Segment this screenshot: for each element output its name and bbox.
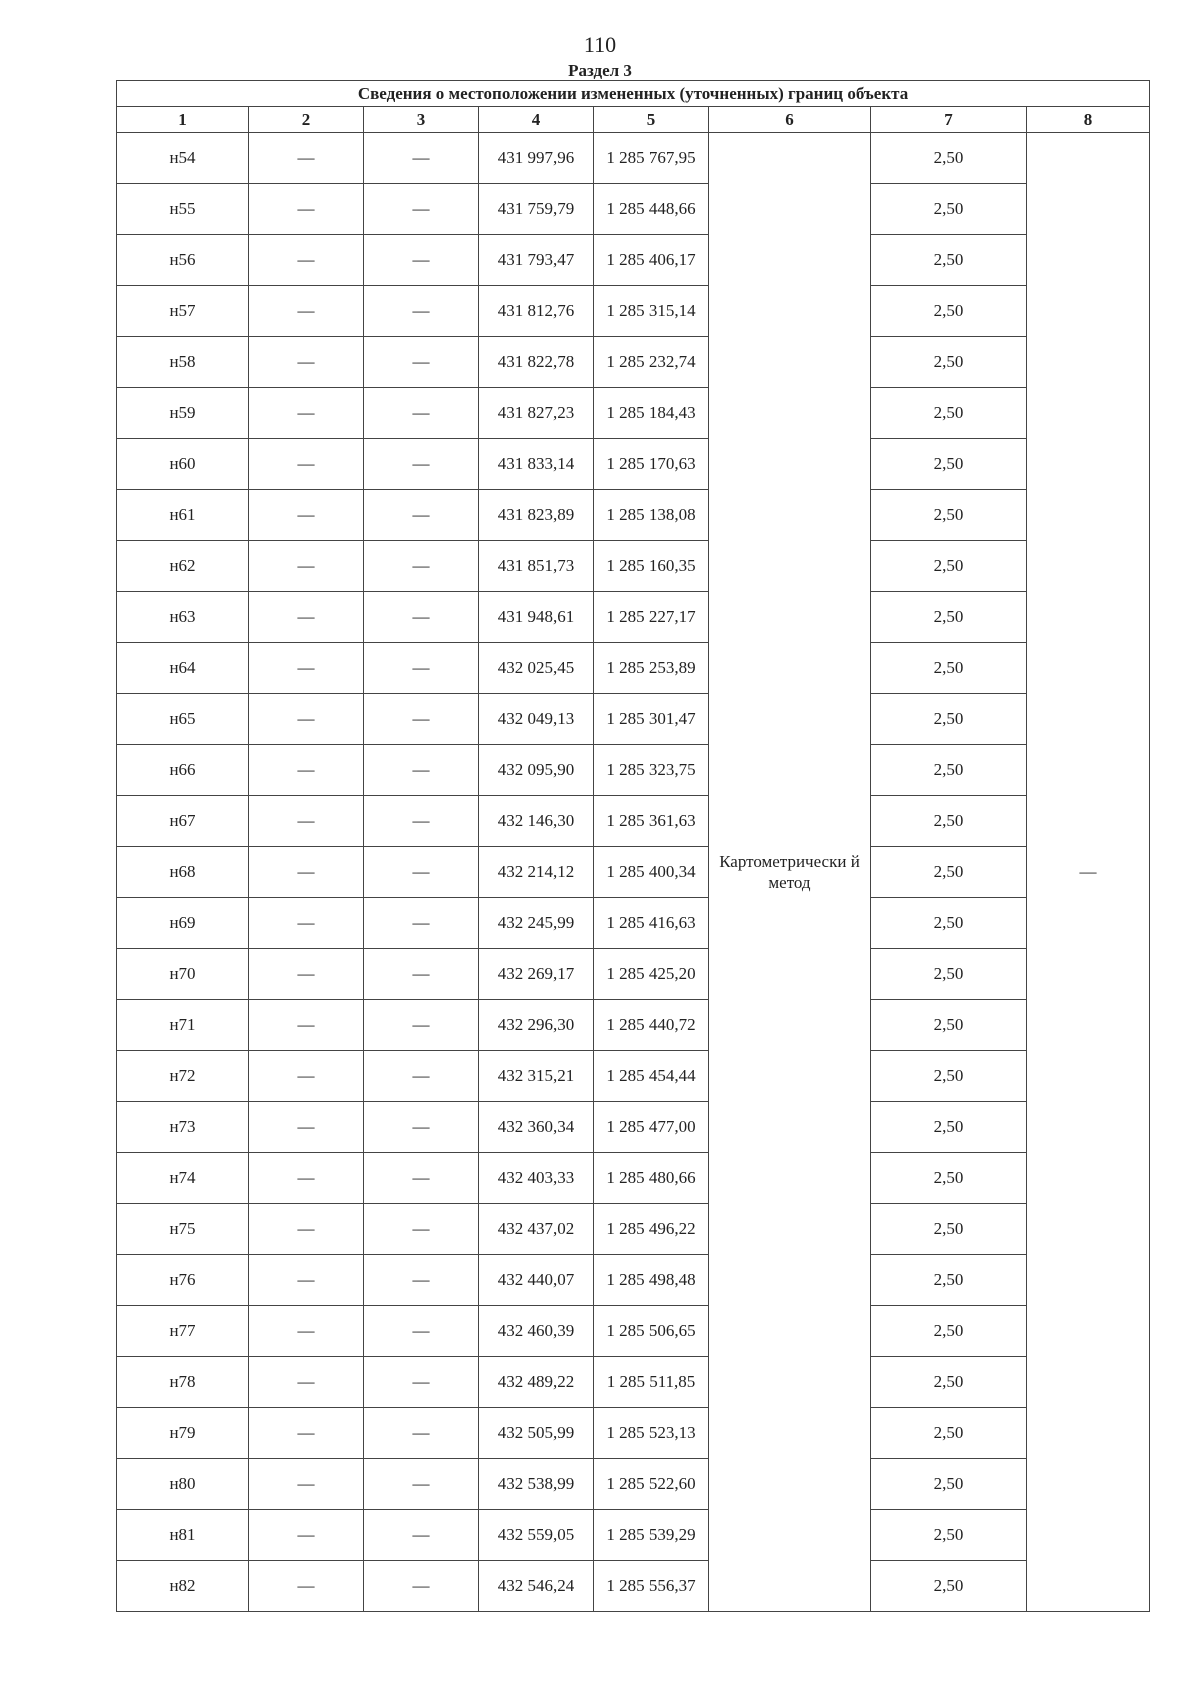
precision-cell: 2,50 [871,1306,1027,1357]
col3-cell: — [364,694,479,745]
col3-cell: — [364,643,479,694]
col2-cell: — [249,745,364,796]
y-coordinate-cell: 1 285 767,95 [594,133,709,184]
precision-cell: 2,50 [871,847,1027,898]
col3-cell: — [364,184,479,235]
col2-cell: — [249,1561,364,1612]
precision-cell: 2,50 [871,1459,1027,1510]
x-coordinate-cell: 432 403,33 [479,1153,594,1204]
table-caption: Сведения о местоположении измененных (уточненных) границ объекта [117,81,1150,107]
precision-cell: 2,50 [871,1357,1027,1408]
col2-cell: — [249,1051,364,1102]
col3-cell: — [364,439,479,490]
column-number-7: 7 [871,107,1027,133]
column-number-6: 6 [709,107,871,133]
precision-cell: 2,50 [871,898,1027,949]
point-cell: н75 [117,1204,249,1255]
page-number: 110 [583,32,617,57]
precision-cell: 2,50 [871,388,1027,439]
x-coordinate-cell: 432 315,21 [479,1051,594,1102]
table-row [117,1102,1150,1153]
y-coordinate-cell: 1 285 556,37 [594,1561,709,1612]
y-coordinate-cell: 1 285 506,65 [594,1306,709,1357]
col3-cell: — [364,1561,479,1612]
table-row [117,1357,1150,1408]
y-coordinate-cell: 1 285 232,74 [594,337,709,388]
col2-cell: — [249,643,364,694]
point-cell: н82 [117,1561,249,1612]
col2-cell: — [249,235,364,286]
col8-cell: — [1027,133,1150,1612]
table-row [117,286,1150,337]
table-row [117,1051,1150,1102]
x-coordinate-cell: 432 559,05 [479,1510,594,1561]
col3-cell: — [364,796,479,847]
col2-cell: — [249,439,364,490]
x-coordinate-cell: 432 546,24 [479,1561,594,1612]
x-coordinate-cell: 432 460,39 [479,1306,594,1357]
column-number-5: 5 [594,107,709,133]
col2-cell: — [249,796,364,847]
col3-cell: — [364,541,479,592]
col3-cell: — [364,1510,479,1561]
col2-cell: — [249,1255,364,1306]
column-number-4: 4 [479,107,594,133]
y-coordinate-cell: 1 285 160,35 [594,541,709,592]
point-cell: н67 [117,796,249,847]
x-coordinate-cell: 431 812,76 [479,286,594,337]
y-coordinate-cell: 1 285 301,47 [594,694,709,745]
table-row [117,898,1150,949]
table-row [117,847,1150,898]
point-cell: н69 [117,898,249,949]
col2-cell: — [249,847,364,898]
point-cell: н68 [117,847,249,898]
x-coordinate-cell: 432 245,99 [479,898,594,949]
column-number-1: 1 [117,107,249,133]
x-coordinate-cell: 432 538,99 [479,1459,594,1510]
y-coordinate-cell: 1 285 523,13 [594,1408,709,1459]
x-coordinate-cell: 432 437,02 [479,1204,594,1255]
precision-cell: 2,50 [871,1153,1027,1204]
point-cell: н60 [117,439,249,490]
col3-cell: — [364,1000,479,1051]
col2-cell: — [249,1459,364,1510]
point-cell: н71 [117,1000,249,1051]
table-row [117,184,1150,235]
y-coordinate-cell: 1 285 539,29 [594,1510,709,1561]
x-coordinate-cell: 432 360,34 [479,1102,594,1153]
table-row [117,1306,1150,1357]
x-coordinate-cell: 432 146,30 [479,796,594,847]
col2-cell: — [249,949,364,1000]
precision-cell: 2,50 [871,490,1027,541]
table-row [117,541,1150,592]
x-coordinate-cell: 432 505,99 [479,1408,594,1459]
col3-cell: — [364,1408,479,1459]
precision-cell: 2,50 [871,1204,1027,1255]
col2-cell: — [249,1408,364,1459]
col3-cell: — [364,847,479,898]
col2-cell: — [249,592,364,643]
y-coordinate-cell: 1 285 170,63 [594,439,709,490]
table-row [117,643,1150,694]
col3-cell: — [364,1255,479,1306]
x-coordinate-cell: 432 269,17 [479,949,594,1000]
table-row [117,694,1150,745]
col3-cell: — [364,235,479,286]
precision-cell: 2,50 [871,949,1027,1000]
x-coordinate-cell: 432 049,13 [479,694,594,745]
point-cell: н59 [117,388,249,439]
table-row [117,796,1150,847]
col2-cell: — [249,541,364,592]
col3-cell: — [364,1306,479,1357]
y-coordinate-cell: 1 285 440,72 [594,1000,709,1051]
x-coordinate-cell: 431 833,14 [479,439,594,490]
precision-cell: 2,50 [871,184,1027,235]
x-coordinate-cell: 431 997,96 [479,133,594,184]
table-row [117,388,1150,439]
x-coordinate-cell: 431 759,79 [479,184,594,235]
table-caption-row [117,81,1150,107]
col2-cell: — [249,1306,364,1357]
y-coordinate-cell: 1 285 253,89 [594,643,709,694]
col2-cell: — [249,1510,364,1561]
table-row [117,1510,1150,1561]
y-coordinate-cell: 1 285 511,85 [594,1357,709,1408]
precision-cell: 2,50 [871,1561,1027,1612]
point-cell: н72 [117,1051,249,1102]
col3-cell: — [364,133,479,184]
y-coordinate-cell: 1 285 498,48 [594,1255,709,1306]
precision-cell: 2,50 [871,286,1027,337]
table-row [117,1255,1150,1306]
section-title: Раздел 3 [568,61,632,80]
y-coordinate-cell: 1 285 361,63 [594,796,709,847]
precision-cell: 2,50 [871,541,1027,592]
table-row [117,439,1150,490]
col2-cell: — [249,1357,364,1408]
y-coordinate-cell: 1 285 406,17 [594,235,709,286]
x-coordinate-cell: 431 822,78 [479,337,594,388]
col3-cell: — [364,490,479,541]
y-coordinate-cell: 1 285 227,17 [594,592,709,643]
point-cell: н77 [117,1306,249,1357]
col2-cell: — [249,286,364,337]
col3-cell: — [364,286,479,337]
point-cell: н81 [117,1510,249,1561]
col3-cell: — [364,898,479,949]
table-row [117,490,1150,541]
y-coordinate-cell: 1 285 323,75 [594,745,709,796]
point-cell: н57 [117,286,249,337]
precision-cell: 2,50 [871,1102,1027,1153]
table-row [117,1204,1150,1255]
table-row [117,1459,1150,1510]
method-cell: Картометрически й метод [709,133,871,1612]
table-row [117,1153,1150,1204]
col2-cell: — [249,898,364,949]
table-row [117,133,1150,184]
precision-cell: 2,50 [871,643,1027,694]
table-row [117,1000,1150,1051]
y-coordinate-cell: 1 285 477,00 [594,1102,709,1153]
point-cell: н73 [117,1102,249,1153]
point-cell: н61 [117,490,249,541]
point-cell: н78 [117,1357,249,1408]
precision-cell: 2,50 [871,694,1027,745]
table-row [117,1561,1150,1612]
column-number-3: 3 [364,107,479,133]
y-coordinate-cell: 1 285 138,08 [594,490,709,541]
x-coordinate-cell: 431 851,73 [479,541,594,592]
precision-cell: 2,50 [871,133,1027,184]
point-cell: н56 [117,235,249,286]
point-cell: н58 [117,337,249,388]
precision-cell: 2,50 [871,592,1027,643]
y-coordinate-cell: 1 285 522,60 [594,1459,709,1510]
point-cell: н70 [117,949,249,1000]
x-coordinate-cell: 431 827,23 [479,388,594,439]
column-number-2: 2 [249,107,364,133]
y-coordinate-cell: 1 285 454,44 [594,1051,709,1102]
x-coordinate-cell: 431 793,47 [479,235,594,286]
table-row [117,337,1150,388]
col2-cell: — [249,337,364,388]
precision-cell: 2,50 [871,235,1027,286]
precision-cell: 2,50 [871,796,1027,847]
y-coordinate-cell: 1 285 448,66 [594,184,709,235]
x-coordinate-cell: 432 214,12 [479,847,594,898]
y-coordinate-cell: 1 285 480,66 [594,1153,709,1204]
point-cell: н62 [117,541,249,592]
x-coordinate-cell: 432 296,30 [479,1000,594,1051]
x-coordinate-cell: 431 823,89 [479,490,594,541]
y-coordinate-cell: 1 285 184,43 [594,388,709,439]
col3-cell: — [364,1204,479,1255]
point-cell: н64 [117,643,249,694]
col3-cell: — [364,1102,479,1153]
point-cell: н63 [117,592,249,643]
precision-cell: 2,50 [871,1510,1027,1561]
column-number-8: 8 [1027,107,1150,133]
col2-cell: — [249,184,364,235]
col2-cell: — [249,133,364,184]
column-number-row [117,107,1150,133]
precision-cell: 2,50 [871,1255,1027,1306]
col3-cell: — [364,388,479,439]
point-cell: н54 [117,133,249,184]
precision-cell: 2,50 [871,1000,1027,1051]
col3-cell: — [364,1459,479,1510]
x-coordinate-cell: 431 948,61 [479,592,594,643]
y-coordinate-cell: 1 285 400,34 [594,847,709,898]
col3-cell: — [364,1051,479,1102]
col3-cell: — [364,949,479,1000]
col2-cell: — [249,388,364,439]
col3-cell: — [364,337,479,388]
y-coordinate-cell: 1 285 496,22 [594,1204,709,1255]
y-coordinate-cell: 1 285 416,63 [594,898,709,949]
x-coordinate-cell: 432 025,45 [479,643,594,694]
point-cell: н74 [117,1153,249,1204]
precision-cell: 2,50 [871,1408,1027,1459]
point-cell: н79 [117,1408,249,1459]
table-row [117,745,1150,796]
col2-cell: — [249,1000,364,1051]
col3-cell: — [364,1153,479,1204]
x-coordinate-cell: 432 440,07 [479,1255,594,1306]
table-row [117,235,1150,286]
y-coordinate-cell: 1 285 315,14 [594,286,709,337]
x-coordinate-cell: 432 095,90 [479,745,594,796]
point-cell: н65 [117,694,249,745]
col3-cell: — [364,592,479,643]
point-cell: н76 [117,1255,249,1306]
precision-cell: 2,50 [871,1051,1027,1102]
y-coordinate-cell: 1 285 425,20 [594,949,709,1000]
col2-cell: — [249,490,364,541]
col2-cell: — [249,1102,364,1153]
table-row [117,592,1150,643]
point-cell: н66 [117,745,249,796]
col2-cell: — [249,1204,364,1255]
precision-cell: 2,50 [871,337,1027,388]
col2-cell: — [249,1153,364,1204]
boundary-coordinates-table [116,80,1150,1612]
col3-cell: — [364,745,479,796]
precision-cell: 2,50 [871,439,1027,490]
table-row [117,949,1150,1000]
point-cell: н55 [117,184,249,235]
table-row [117,1408,1150,1459]
col2-cell: — [249,694,364,745]
x-coordinate-cell: 432 489,22 [479,1357,594,1408]
col3-cell: — [364,1357,479,1408]
precision-cell: 2,50 [871,745,1027,796]
point-cell: н80 [117,1459,249,1510]
